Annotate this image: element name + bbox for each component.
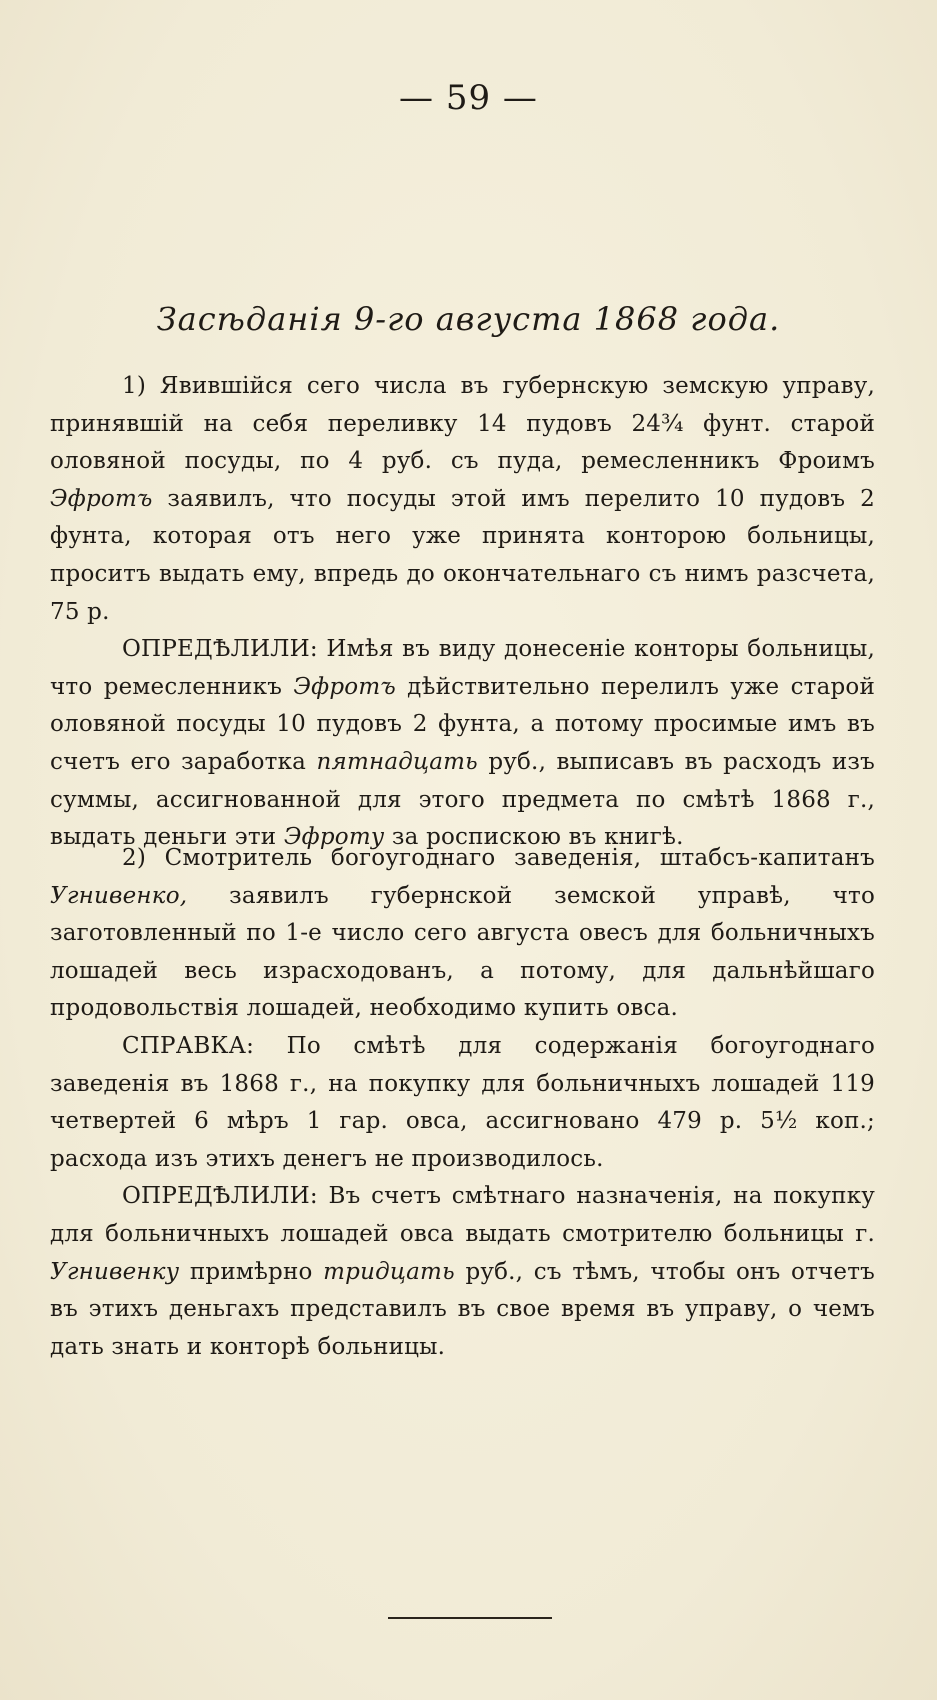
session-title: Засѣданія 9-го августа 1868 года. bbox=[156, 300, 781, 338]
item-1-paragraph: 1) Явившійся сего числа въ губернскую земскую управу, принявшій на себя переливку 14 пудовъ 24¾ фунт. старой оловяной посуды, по 4 руб. съ пуда, ремесленникъ Фроимъ Эфротъ заявилъ, что посуды этой имъ перелито 10 пудовъ 2 фунта, которая отъ него уже принята конторою больницы, проситъ выдать ему, впредь до окончательнаго съ нимъ разсчета, 75 р. bbox=[50, 373, 875, 625]
item-1-resolution: ОПРЕДѢЛИЛИ: Имѣя въ виду донесеніе конторы больницы, что ремесленникъ Эфротъ дѣйствительно перелилъ уже старой оловяной посуды 10 пудовъ 2 фунта, а потому просимые имъ въ счетъ его заработка пятнадцать руб., выписавъ въ расходъ изъ суммы, ассигнованной для этого предмета по смѣтѣ 1868 г., выдать деньги эти Эфроту за роспискою въ книгѣ. bbox=[50, 636, 875, 851]
amount-fifteen: пятнадцать bbox=[316, 748, 478, 775]
name-ugnivenko: Угнивенко, bbox=[50, 882, 188, 909]
name-efrot: Эфротъ bbox=[293, 673, 396, 700]
page-number: — 59 — bbox=[399, 78, 538, 118]
name-ugnivenku: Угнивенку bbox=[50, 1258, 180, 1285]
item-2-reference: СПРАВКА: По смѣтѣ для содержанія богоугоднаго заведенія въ 1868 г., на покупку для больничныхъ лошадей 119 четвертей 6 мѣръ 1 гар. овса, ассигновано 479 р. 5½ коп.; расхода изъ этихъ денегъ не производилось. bbox=[50, 1032, 875, 1172]
item-2-section bbox=[50, 840, 875, 1366]
closing-rule bbox=[388, 1617, 552, 1619]
name-efrot: Эфротъ bbox=[50, 485, 153, 512]
item-2-paragraph: 2) Смотритель богоугоднаго заведенія, штабсъ-капитанъ Угнивенко, заявилъ губернской земской управѣ, что заготовленный по 1-е число сего августа овесъ для больничныхъ лошадей весь израсходованъ, а потому, для дальнѣйшаго продовольствія лошадей, необходимо купить овса. bbox=[50, 845, 875, 1022]
name-efrotu: Эфроту bbox=[283, 824, 385, 851]
item-2-resolution: ОПРЕДѢЛИЛИ: Въ счетъ смѣтнаго назначенія, на покупку для больничныхъ лошадей овса выдать смотрителю больницы г. Угнивенку примѣрно тридцать руб., съ тѣмъ, чтобы онъ отчетъ въ этихъ деньгахъ представилъ въ свое время въ управу, о чемъ дать знать и конторѣ больницы. bbox=[50, 1183, 876, 1360]
item-1-section bbox=[50, 368, 875, 857]
amount-thirty: тридцать bbox=[323, 1258, 455, 1285]
